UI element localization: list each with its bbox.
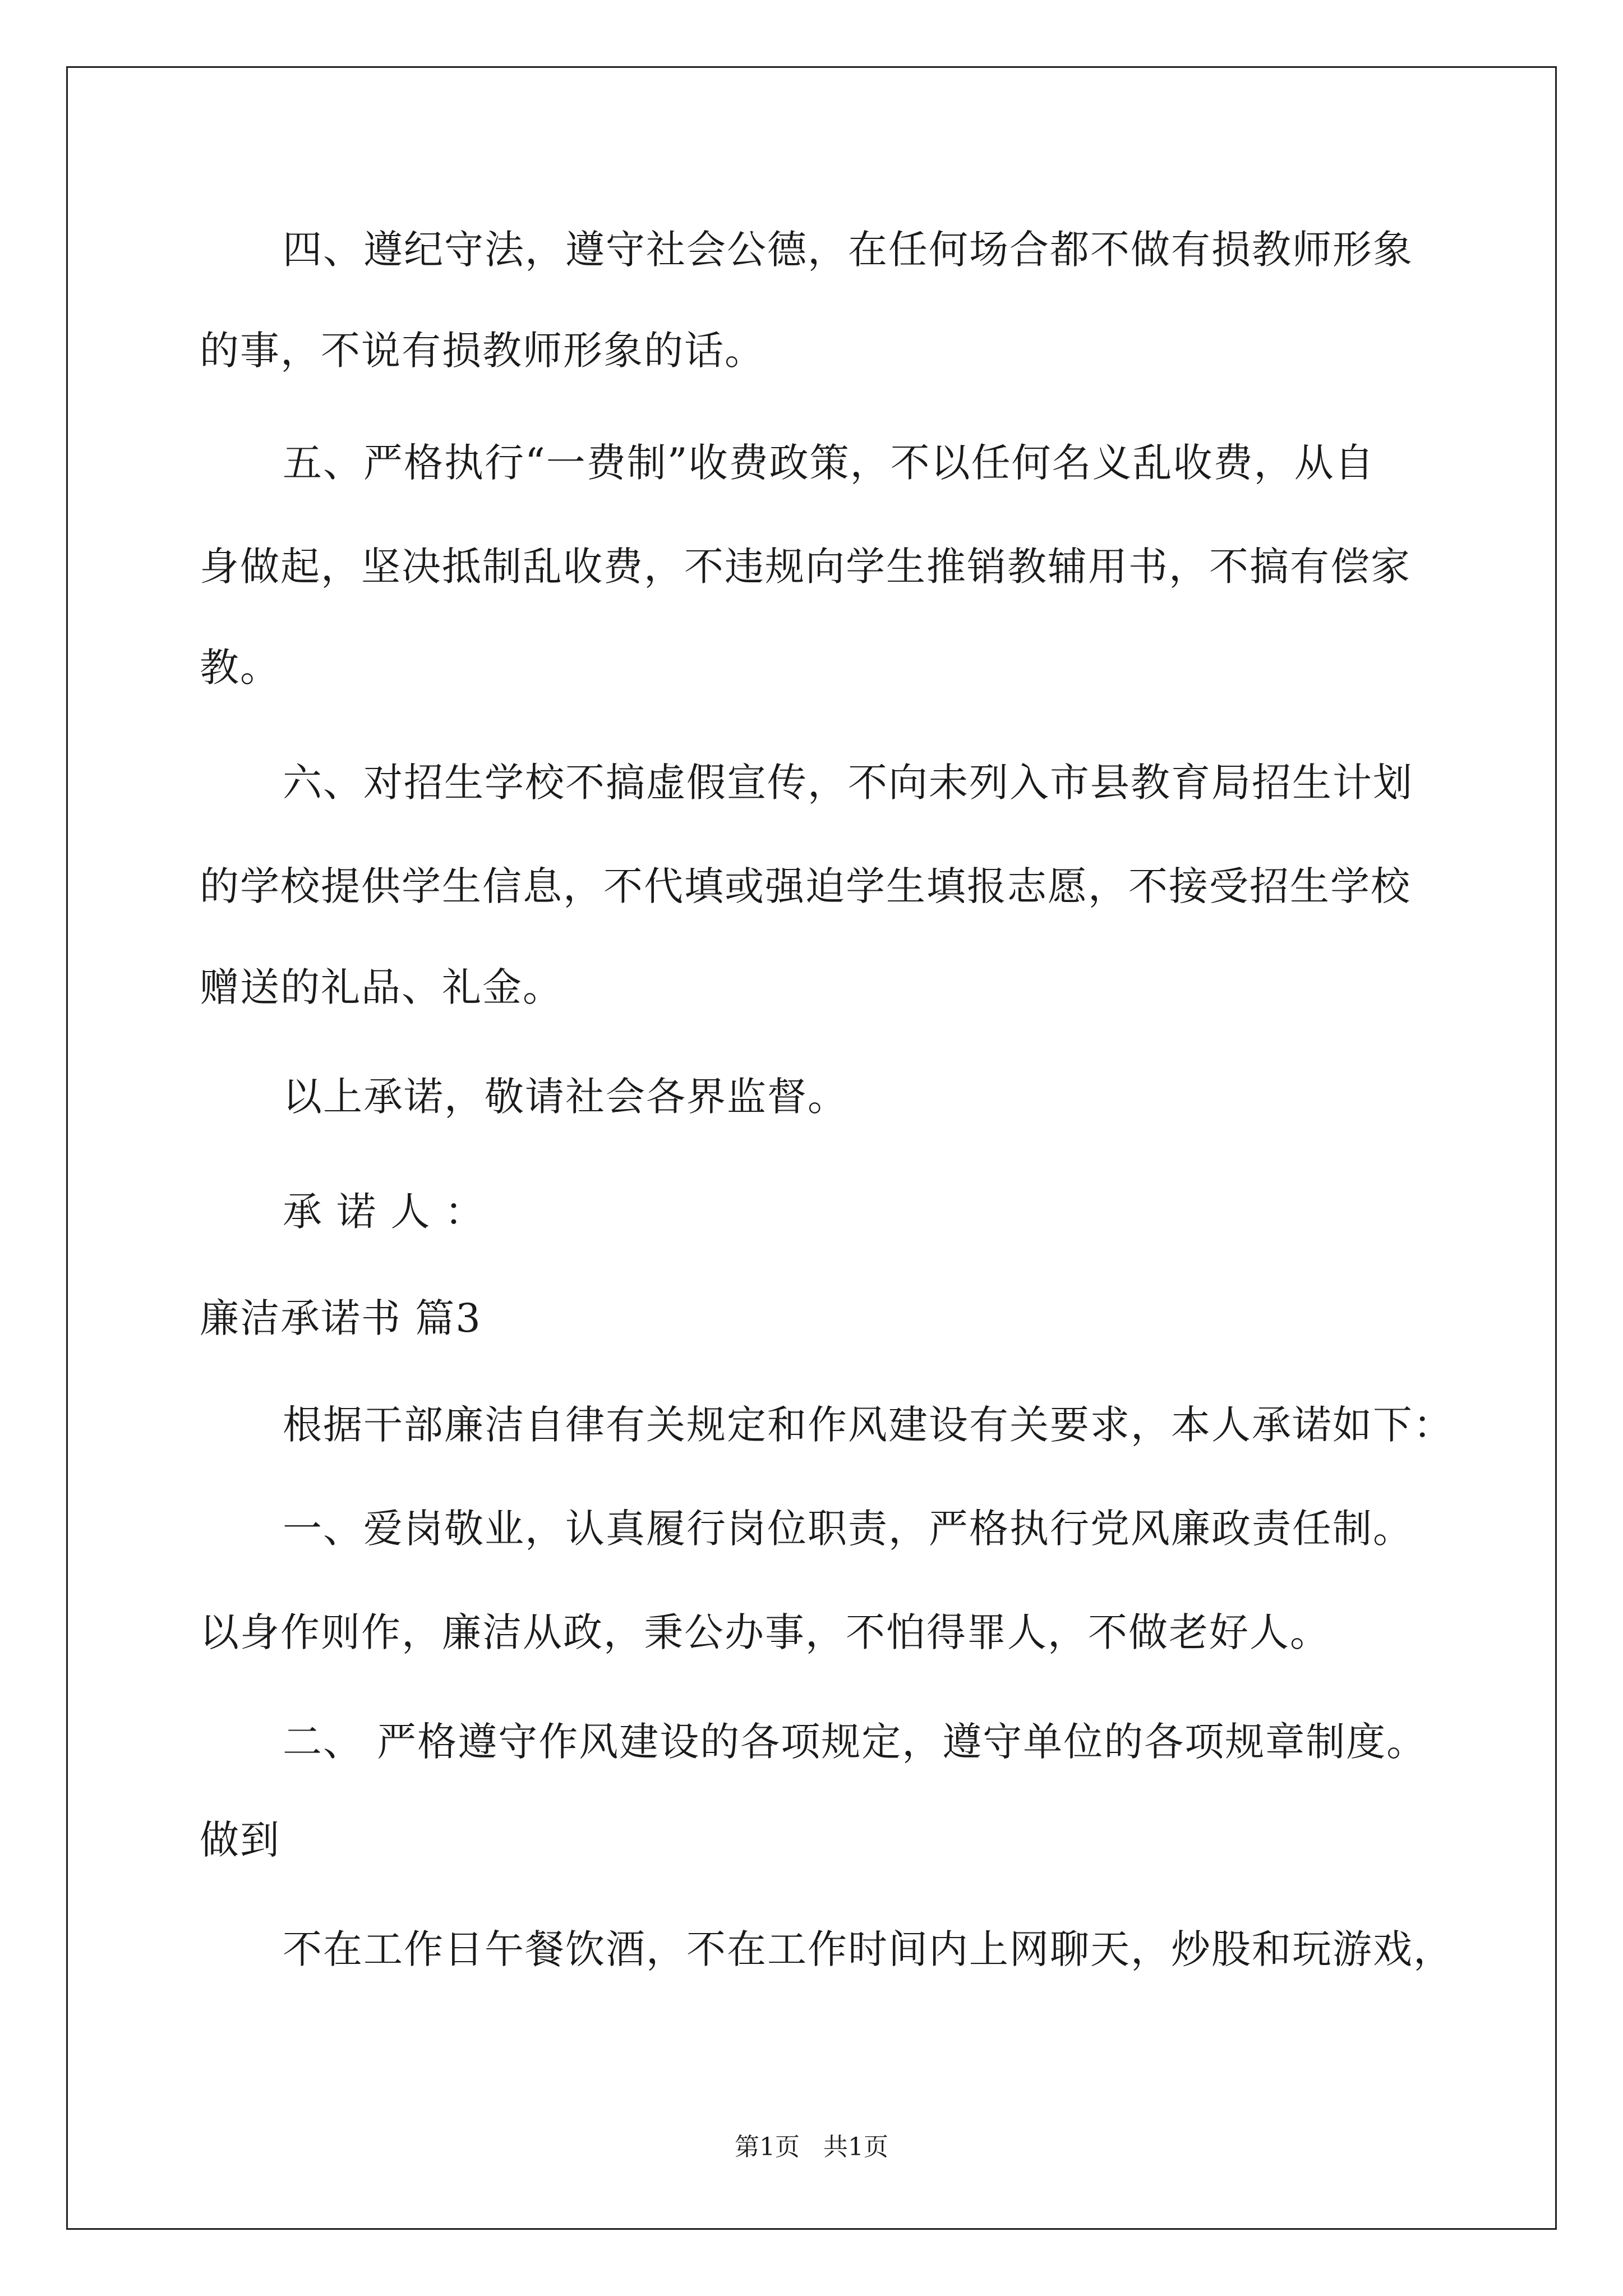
text-line: 二、 严格遵守作风建设的各项规定，遵守单位的各项规章制度。 (283, 1719, 1427, 1765)
section-heading: 廉洁承诺书 篇3 (200, 1295, 482, 1341)
text-line: 身做起，坚决抵制乱收费，不违规向学生推销教辅用书，不搞有偿家 (200, 544, 1411, 590)
text-line: 以身作则作，廉洁从政，秉公办事，不怕得罪人，不做老好人。 (200, 1609, 1330, 1655)
signatory-label: 承 诺 人 ： (283, 1189, 485, 1235)
text-line: 一、爱岗敬业，认真履行岗位职责，严格执行党风廉政责任制。 (283, 1506, 1413, 1552)
page-footer: 第1页 共1页 (735, 2133, 888, 2161)
text-line: 根据干部廉洁自律有关规定和作风建设有关要求，本人承诺如下： (283, 1402, 1454, 1448)
page-border (66, 66, 1557, 2230)
text-line: 的学校提供学生信息，不代填或强迫学生填报志愿，不接受招生学校 (200, 863, 1411, 909)
text-line: 赠送的礼品、礼金。 (200, 964, 563, 1010)
text-line: 五、严格执行“一费制”收费政策，不以任何名义乱收费，从自 (283, 440, 1375, 486)
text-line: 六、对招生学校不搞虚假宣传，不向未列入市县教育局招生计划 (283, 760, 1413, 806)
text-line: 教。 (200, 645, 280, 691)
text-line: 的事，不说有损教师形象的话。 (200, 328, 765, 374)
text-line: 不在工作日午餐饮酒，不在工作时间内上网聊天，炒股和玩游戏， (283, 1926, 1454, 1972)
text-line: 做到 (200, 1817, 280, 1863)
text-line: 以上承诺，敬请社会各界监督。 (283, 1074, 848, 1120)
text-line: 四、遵纪守法，遵守社会公德，在任何场合都不做有损教师形象 (283, 227, 1413, 273)
